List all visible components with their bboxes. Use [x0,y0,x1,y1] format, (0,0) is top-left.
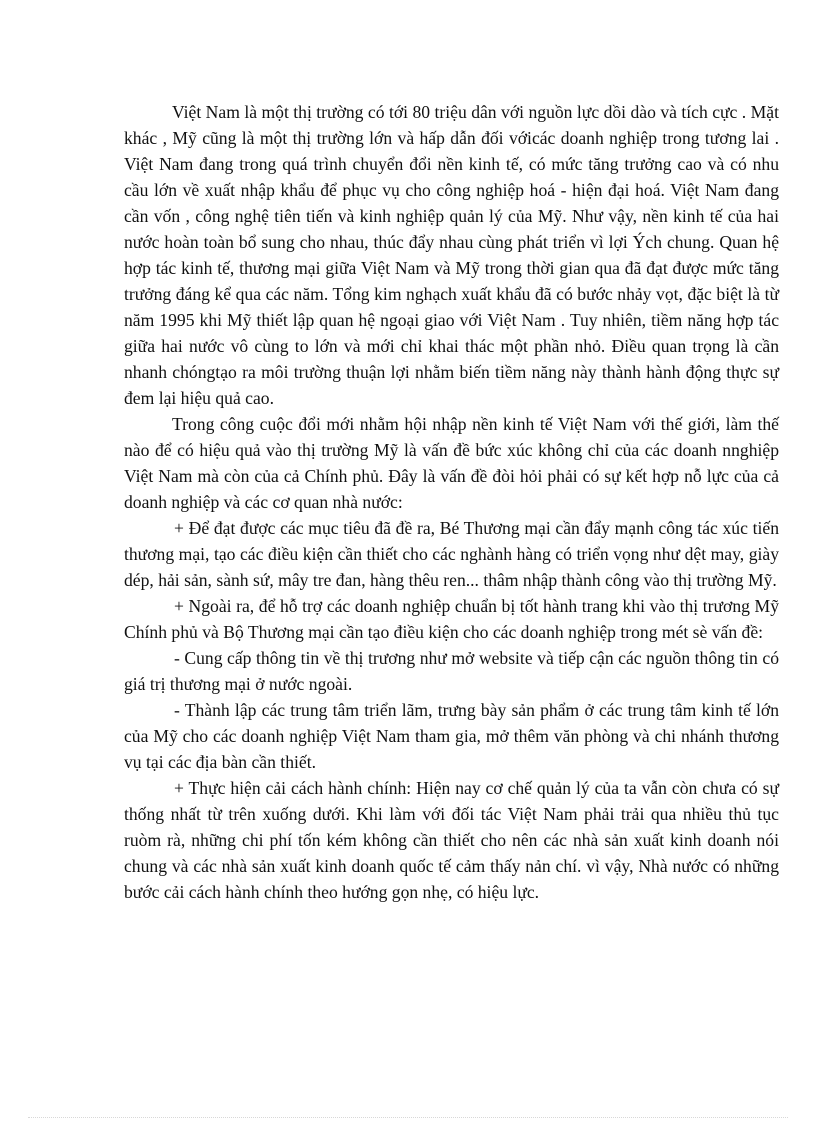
paragraph-exhibition-centers: - Thành lập các trung tâm triển lãm, trưng bày sản phẩm ở các trung tâm kinh tế lớn của Mỹ cho các doanh nghiệp Việt Nam tham gia, mở thêm văn phòng và chi nhánh thương vụ tại các địa bàn cần thiết. [124,700,779,772]
page-bottom-rule [28,1117,788,1118]
document-body [124,99,779,905]
paragraph-integration: Trong công cuộc đổi mới nhằm hội nhập nền kinh tế Việt Nam với thế giới, làm thế nào để có hiệu quả vào thị trường Mỹ là vấn đề bức xúc không chỉ của các doanh nnghiệp Việt Nam mà còn của cả Chính phủ. Đây là vấn đề đòi hỏi phải có sự kết hợp nỗ lực của cả doanh nghiệp và các cơ quan nhà nước: [124,414,779,512]
paragraph-government-support: + Ngoài ra, để hỗ trợ các doanh nghiệp chuẩn bị tốt hành trang khi vào thị trương Mỹ Chính phủ và Bộ Thương mại cần tạo điều kiện cho các doanh nghiệp trong mét sè vấn đề: [124,596,779,642]
paragraph-information-supply: - Cung cấp thông tin về thị trương như mở website và tiếp cận các nguồn thông tin có giá trị thương mại ở nước ngoài. [124,648,779,694]
paragraph-market-overview: Việt Nam là một thị trường có tới 80 triệu dân với nguồn lực dồi dào và tích cực . Mặt khác , Mỹ cũng là một thị trường lớn và hấp dẫn đối vớicác doanh nghiệp trong tương lai . Việt Nam đang trong quá trình chuyển đổi nền kinh tế, có mức tăng trưởng cao và có nhu cầu lớn về xuất nhập khẩu để phục vụ cho công nghiệp hoá - hiện đại hoá. Việt Nam đang cần vốn , công nghệ tiên tiến và kinh nghiệp quản lý của Mỹ. Như vậy, nền kinh tế của hai nước hoàn toàn bổ sung cho nhau, thúc đẩy nhau cùng phát triển vì lợi Ých chung. Quan hệ hợp tác kinh tế, thương mại giữa Việt Nam và Mỹ trong thời gian qua đã đạt được mức tăng trưởng đáng kể qua các năm. Tổng kim nghạch xuất khẩu đã có bước nhảy vọt, đặc biệt là từ năm 1995 khi Mỹ thiết lập quan hệ ngoại giao với Việt Nam . Tuy nhiên, tiềm năng hợp tác giữa hai nước vô cùng to lớn và mới chỉ khai thác một phần nhỏ. Điều quan trọng là cần nhanh chóngtạo ra môi trường thuận lợi nhằm biến tiềm năng này thành hành động thực sự đem lại hiệu quả cao. [124,102,779,408]
paragraph-trade-promotion: + Để đạt được các mục tiêu đã đề ra, Bé Thương mại cần đẩy mạnh công tác xúc tiến thương mại, tạo các điều kiện cần thiết cho các nghành hàng có triển vọng như dệt may, giày dép, hải sản, sành sứ, mây tre đan, hàng thêu ren... thâm nhập thành công vào thị trường Mỹ. [124,518,779,590]
paragraph-administrative-reform: + Thực hiện cải cách hành chính: Hiện nay cơ chế quản lý của ta vẫn còn chưa có sự thống nhất từ trên xuống dưới. Khi làm với đối tác Việt Nam phải trải qua nhiều thủ tục ruòm rà, những chi phí tốn kém không cần thiết cho nên các nhà sản xuất kinh doanh nói chung và các nhà sản xuất kinh doanh quốc tế cảm thấy nản chí. vì vậy, Nhà nước có những bước cải cách hành chính theo hướng gọn nhẹ, có hiệu lực. [124,778,779,902]
